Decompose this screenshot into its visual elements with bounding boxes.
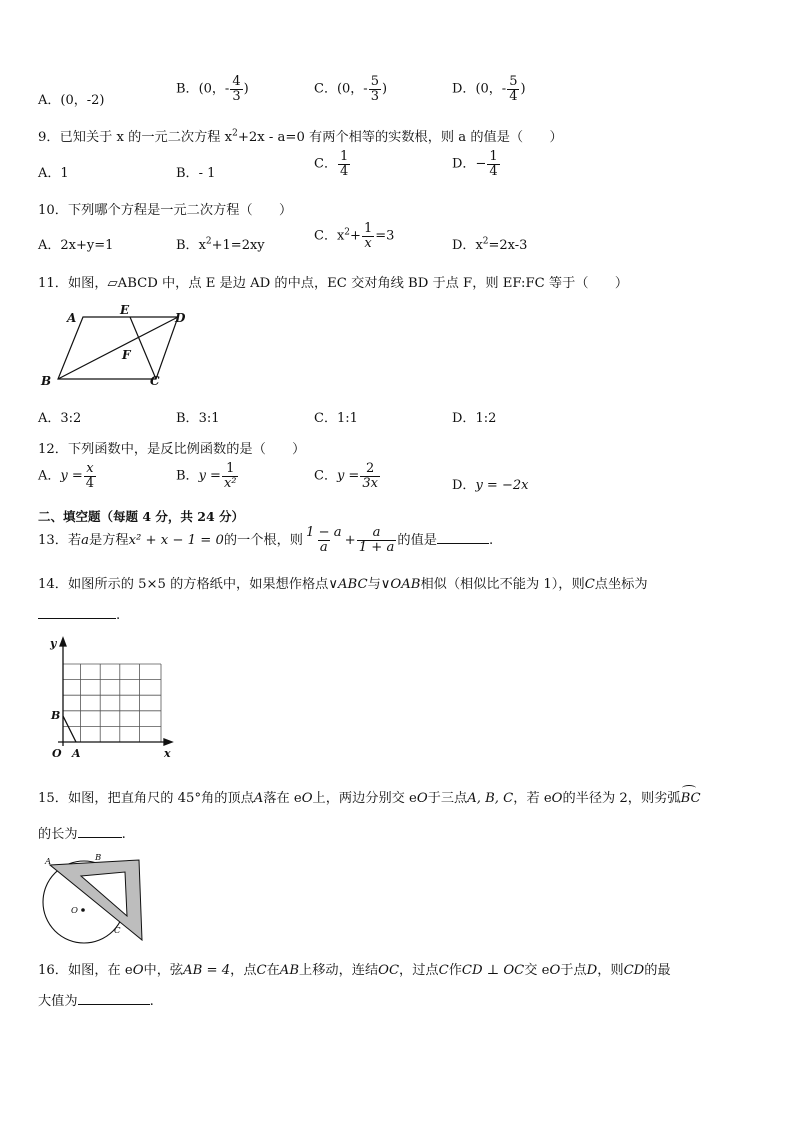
- q14-label-y: y: [50, 637, 57, 650]
- q8-option-d: D．(0，- $\frac{5}{4}$ ): [452, 74, 526, 104]
- q11-label-d: D: [175, 311, 186, 325]
- q15-answer-blank[interactable]: [78, 825, 122, 838]
- q10-option-c: C．$x^2+$ $\frac{1}{x}$ =3: [314, 221, 395, 251]
- q9-option-b: B．- 1: [176, 166, 216, 181]
- q14-answer-blank[interactable]: [38, 606, 116, 619]
- arc-mark-icon: [682, 785, 696, 791]
- q9-d-fraction: $\frac{1}{4}$: [489, 149, 498, 179]
- q11-label-f: F: [122, 348, 131, 362]
- q11-label-a: A: [67, 311, 77, 325]
- q11-label-b: B: [41, 374, 52, 388]
- q8-option-c: C．(0，- $\frac{5}{3}$ ): [314, 74, 388, 104]
- q9-option-d: D．− $\frac{1}{4}$: [452, 149, 498, 179]
- q16-stem: 16．如图，在 eO中，弦AB = 4，点C在AB上移动，连结OC，过点C作CD ⊥ OC交 eO于点D，则CD的最: [38, 963, 671, 978]
- q12-option-b: B．y = $\frac{1}{\text{x²}}$: [176, 461, 237, 491]
- q12-c-fraction: $\frac{2}{3x}$: [362, 461, 378, 491]
- q14-label-a: A: [72, 747, 81, 760]
- q10-c-fraction: $\frac{1}{x}$: [363, 221, 373, 251]
- q10-option-a: A．2x+y=1: [38, 238, 114, 253]
- q11-parallelogram-figure: [36, 302, 216, 392]
- q11-stem: 11．如图，▱ABCD 中，点 E 是边 AD 的中点，EC 交对角线 BD 于点 F，则 EF:FC 等于（ ）: [38, 276, 629, 291]
- q14-answer-line: .: [38, 606, 120, 623]
- q15-stem: 15．如图，把直角尺的 45°角的顶点A落在 eO上，两边分别交 eO于三点A, B, C，若 eO的半径为 2，则劣弧BC: [38, 787, 701, 806]
- q15-arc-bc: BC: [681, 791, 701, 806]
- q15-label-a: A: [45, 857, 52, 867]
- q8-b-fraction: $\frac{4}{3}$: [232, 74, 241, 104]
- q14-label-b: B: [51, 709, 61, 722]
- q11-option-a: A．3:2: [38, 411, 82, 426]
- q10-option-d: D．$x^2=2x-3$: [452, 236, 528, 253]
- q11-option-c: C．1:1: [314, 411, 358, 426]
- q9-stem: 9．已知关于 x 的一元二次方程 $x^2+2x - a=0$ 有两个相等的实数根，则 a 的值是（ ）: [38, 128, 563, 145]
- q12-stem: 12．下列函数中，是反比例函数的是（ ）: [38, 442, 306, 457]
- q14-stem: 14．如图所示的 5×5 的方格纸中，如果想作格点∨ABC与∨OAB相似（相似比不能为 1），则C点坐标为: [38, 577, 648, 592]
- q15-answer-line: 的长为 .: [38, 827, 126, 842]
- q16-answer-line: 大值为 .: [38, 994, 154, 1009]
- q10-option-b: B．$x^2+1=2xy$: [176, 236, 265, 253]
- q8-c-fraction: $\frac{5}{3}$: [370, 74, 379, 104]
- q14-label-o: O: [52, 747, 62, 760]
- q15-circle-set-square-figure: [36, 852, 156, 952]
- q8-option-a: A．(0，-2): [38, 93, 105, 108]
- q11-label-c: C: [150, 374, 160, 388]
- q8-option-b: B．(0，- $\frac{4}{3}$ ): [176, 74, 249, 104]
- q9-c-fraction: $\frac{1}{4}$: [339, 149, 349, 179]
- q11-option-d: D．1:2: [452, 411, 497, 426]
- section-fill-in-title: 二、填空题（每题 4 分，共 24 分）: [38, 509, 245, 524]
- q12-a-fraction: $\frac{x}{4}$: [85, 461, 95, 491]
- q13-fraction-1: $\frac{1 - a}{a}$: [305, 525, 342, 555]
- q12-option-a: A．y = $\frac{x}{4}$: [38, 461, 95, 491]
- q8-d-fraction: $\frac{5}{4}$: [509, 74, 518, 104]
- q14-grid-figure: [48, 636, 188, 766]
- q12-b-fraction: $\frac{1}{\text{x²}}$: [223, 461, 237, 491]
- q12-option-c: C．y = $\frac{2}{3x}$: [314, 461, 378, 491]
- q9-option-c: C． $\frac{1}{4}$: [314, 149, 349, 179]
- q15-label-c: C: [114, 926, 121, 936]
- q11-option-b: B．3:1: [176, 411, 220, 426]
- q13-answer-blank[interactable]: [437, 531, 489, 544]
- q15-label-b: B: [95, 853, 102, 863]
- q13-stem: 13．若a是方程x² + x − 1 = 0的一个根，则 $\frac{1 - a}{a}$ + $\frac{a}{1 + a}$ 的值是 .: [38, 525, 494, 555]
- q14-label-x: x: [164, 747, 171, 760]
- q11-label-e: E: [120, 303, 130, 317]
- q13-fraction-2: $\frac{a}{1 + a}$: [358, 525, 395, 555]
- q10-stem: 10．下列哪个方程是一元二次方程（ ）: [38, 203, 293, 218]
- q9-option-a: A．1: [38, 166, 69, 181]
- q12-option-d: D．y = −2x: [452, 478, 529, 493]
- q15-label-o: O: [71, 906, 78, 916]
- q16-answer-blank[interactable]: [78, 992, 150, 1005]
